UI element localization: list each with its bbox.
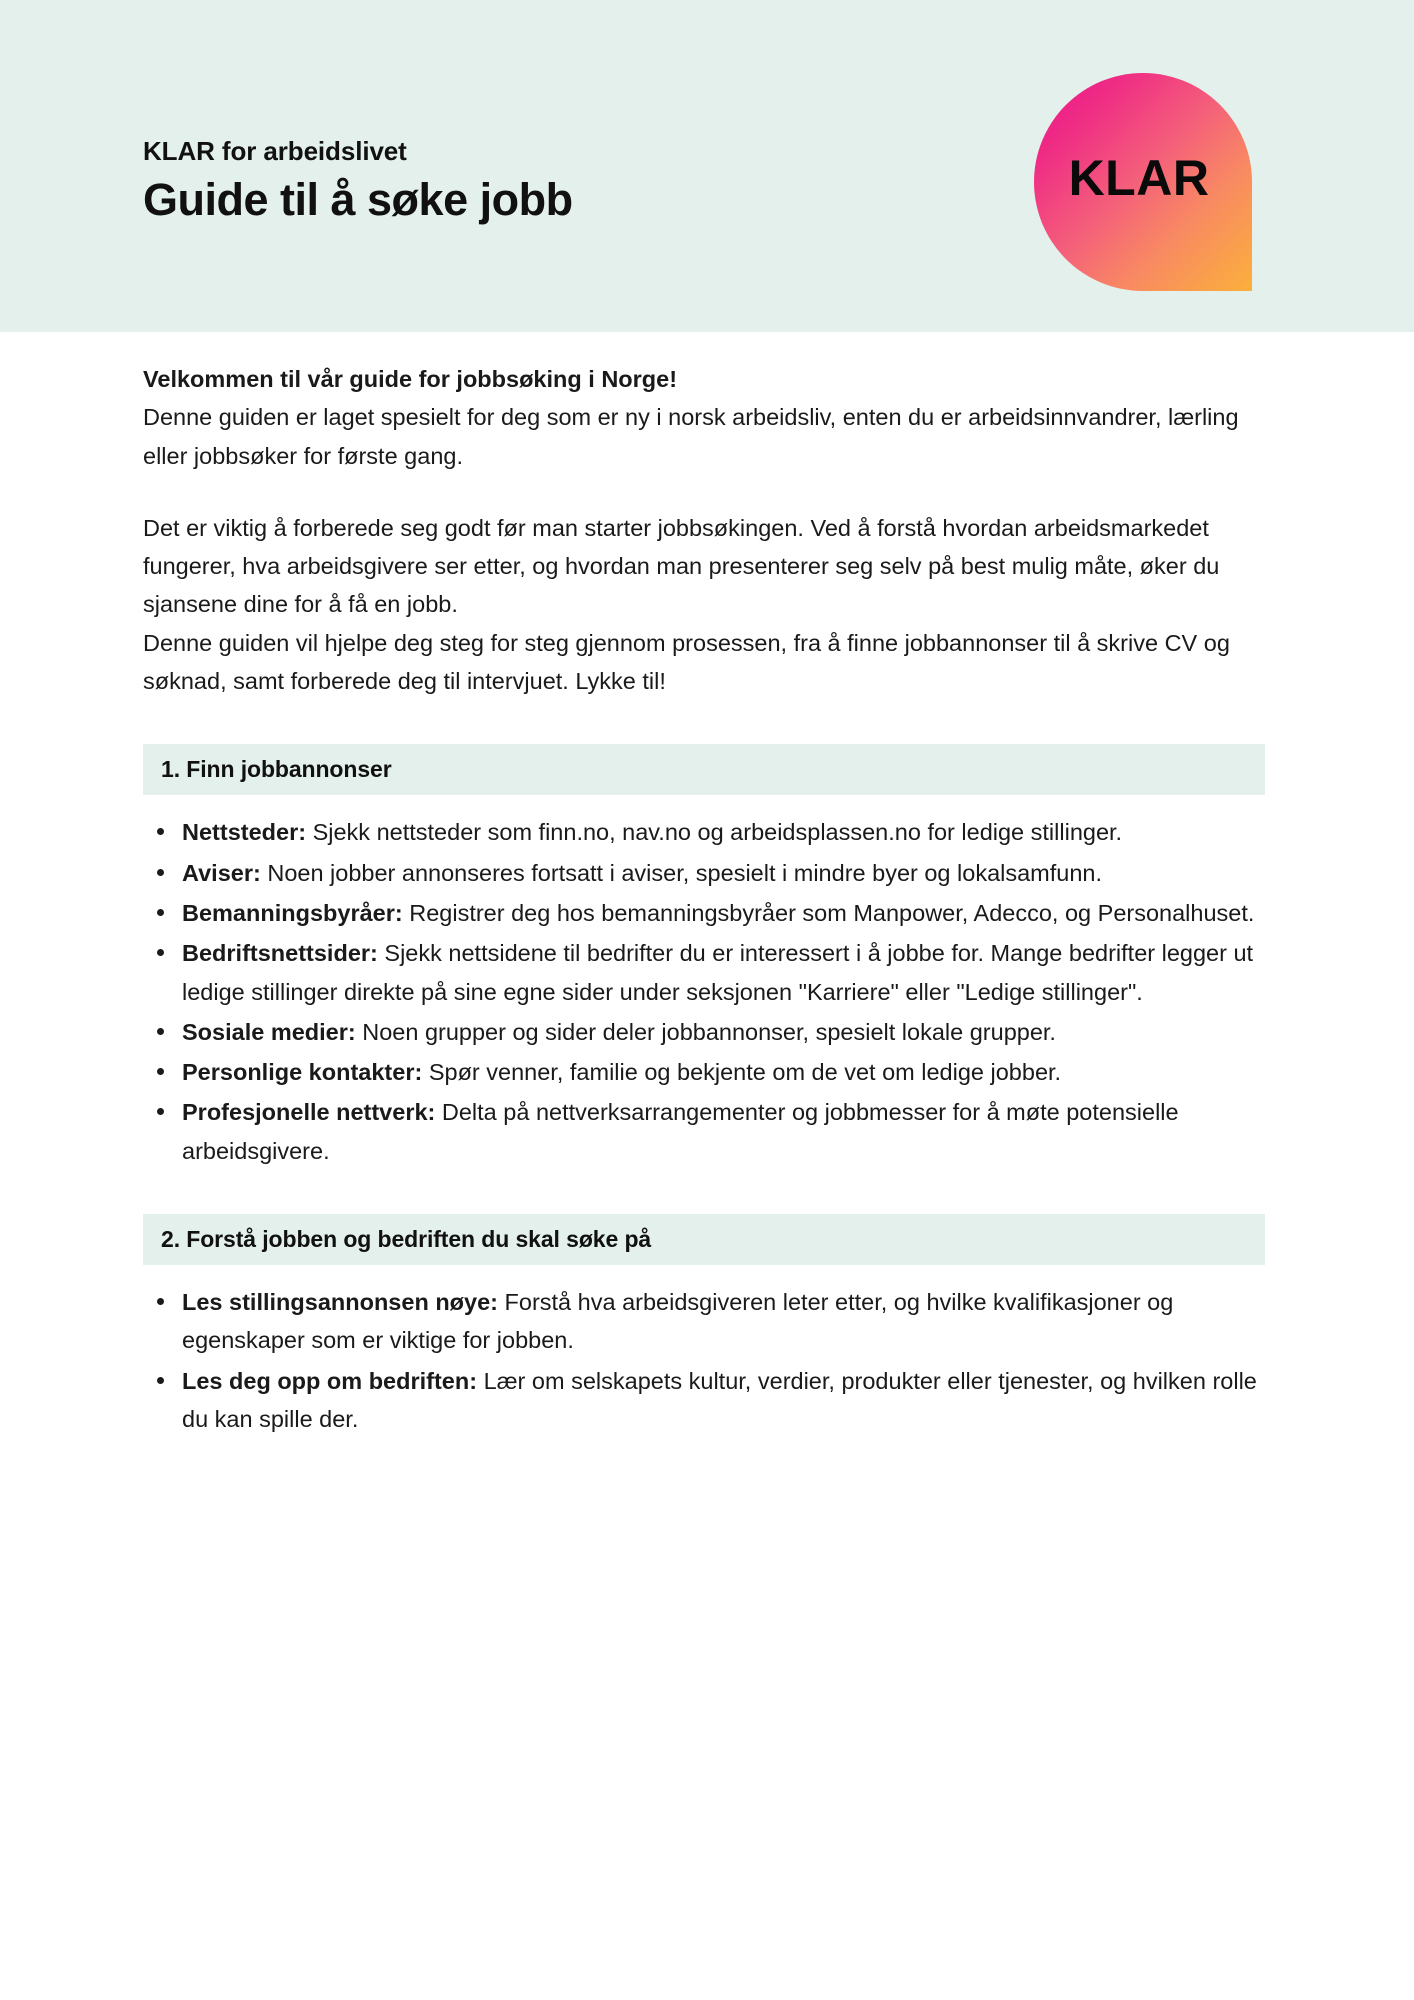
page-title: Guide til å søke jobb (143, 174, 573, 226)
list-item-lead: Les deg opp om bedriften: (182, 1367, 478, 1394)
intro-paragraph-3: Denne guiden vil hjelpe deg steg for steg gjennom prosessen, fra å finne jobbannonser til å skrive CV og søknad, samt forberede deg til intervjuet. Lykke til! (143, 629, 1230, 695)
intro-paragraph-1 (143, 360, 1265, 475)
section-header-2 (143, 1214, 1265, 1265)
list-item (143, 1013, 1265, 1051)
list-item-text: Sjekk nettsteder som finn.no, nav.no og arbeidsplassen.no for ledige stillinger. (306, 819, 1123, 846)
header-text-block (143, 136, 573, 226)
list-item (143, 854, 1265, 892)
bullet-dot-icon (157, 1298, 164, 1305)
section-heading-2: 2. Forstå jobben og bedriften du skal søke på (161, 1226, 652, 1253)
bullet-dot-icon (157, 909, 164, 916)
list-item-text: Noen jobber annonseres fortsatt i aviser, spesielt i mindre byer og lokalsamfunn. (260, 859, 1103, 886)
list-item-lead: Bemanningsbyråer: (182, 899, 403, 926)
section-1-list (143, 813, 1265, 1170)
list-item (143, 1053, 1265, 1091)
list-item-text: Lær om selskapets kultur, verdier, produkter eller tjenester, og hvilken rolle du kan spille der. (182, 1367, 1257, 1432)
list-item-lead: Profesjonelle nettverk: (182, 1099, 436, 1126)
page-header-band (0, 0, 1414, 332)
list-item (143, 894, 1265, 932)
bullet-dot-icon (157, 1068, 164, 1075)
list-item-lead: Personlige kontakter: (182, 1059, 423, 1086)
list-item-lead: Aviser: (182, 859, 261, 886)
list-item (143, 934, 1265, 1011)
klar-logo (1034, 73, 1252, 291)
intro-paragraph-1-text: Denne guiden er laget spesielt for deg som er ny i norsk arbeidsliv, enten du er arbeidsinnvandrer, lærling eller jobbsøker for første gang. (143, 404, 1239, 469)
header-eyebrow: KLAR for arbeidslivet (143, 136, 407, 166)
list-item-text: Registrer deg hos bemanningsbyråer som Manpower, Adecco, og Personalhuset. (402, 899, 1255, 926)
list-item-lead: Nettsteder: (182, 819, 307, 846)
intro-lead: Velkommen til vår guide for jobbsøking i Norge! (143, 366, 678, 392)
list-item-lead: Les stillingsannonsen nøye: (182, 1289, 498, 1316)
list-item (143, 1093, 1265, 1170)
list-item (143, 813, 1265, 851)
list-item-text: Noen grupper og sider deler jobbannonser, spesielt lokale grupper. (355, 1018, 1056, 1045)
section-heading-1: 1. Finn jobbannonser (161, 756, 392, 783)
list-item-text: Spør venner, familie og bekjente om de vet om ledige jobber. (422, 1059, 1062, 1086)
document-body (143, 360, 1265, 1440)
bullet-dot-icon (157, 949, 164, 956)
bullet-dot-icon (157, 1028, 164, 1035)
klar-logo-text: KLAR (1068, 150, 1210, 206)
bullet-dot-icon (157, 869, 164, 876)
list-item-lead: Sosiale medier: (182, 1018, 356, 1045)
list-item-lead: Bedriftsnettsider: (182, 940, 378, 967)
list-item-text: Delta på nettverksarrangementer og jobbmesser for å møte potensielle arbeidsgivere. (182, 1099, 1179, 1164)
bullet-dot-icon (157, 1377, 164, 1384)
list-item (143, 1283, 1265, 1360)
intro-paragraph-2: Det er viktig å forberede seg godt før man starter jobbsøkingen. Ved å forstå hvordan arbeidsmarkedet fungerer, hva arbeidsgivere ser etter, og hvordan man presenterer seg selv på best mulig måte, øker du sjansene dine for å få en jobb. (143, 514, 1220, 618)
list-item-text: Forstå hva arbeidsgiveren leter etter, og hvilke kvalifikasjoner og egenskaper som er viktige for jobben. (182, 1289, 1174, 1354)
bullet-dot-icon (157, 828, 164, 835)
list-item-text: Sjekk nettsidene til bedrifter du er interessert i å jobbe for. Mange bedrifter legger ut ledige stillinger direkte på sine egne sider under seksjonen "Karriere" eller "Ledige stillinger". (182, 940, 1254, 1005)
list-item (143, 1362, 1265, 1439)
bullet-dot-icon (157, 1108, 164, 1115)
section-header-1 (143, 744, 1265, 795)
section-2-list (143, 1283, 1265, 1438)
